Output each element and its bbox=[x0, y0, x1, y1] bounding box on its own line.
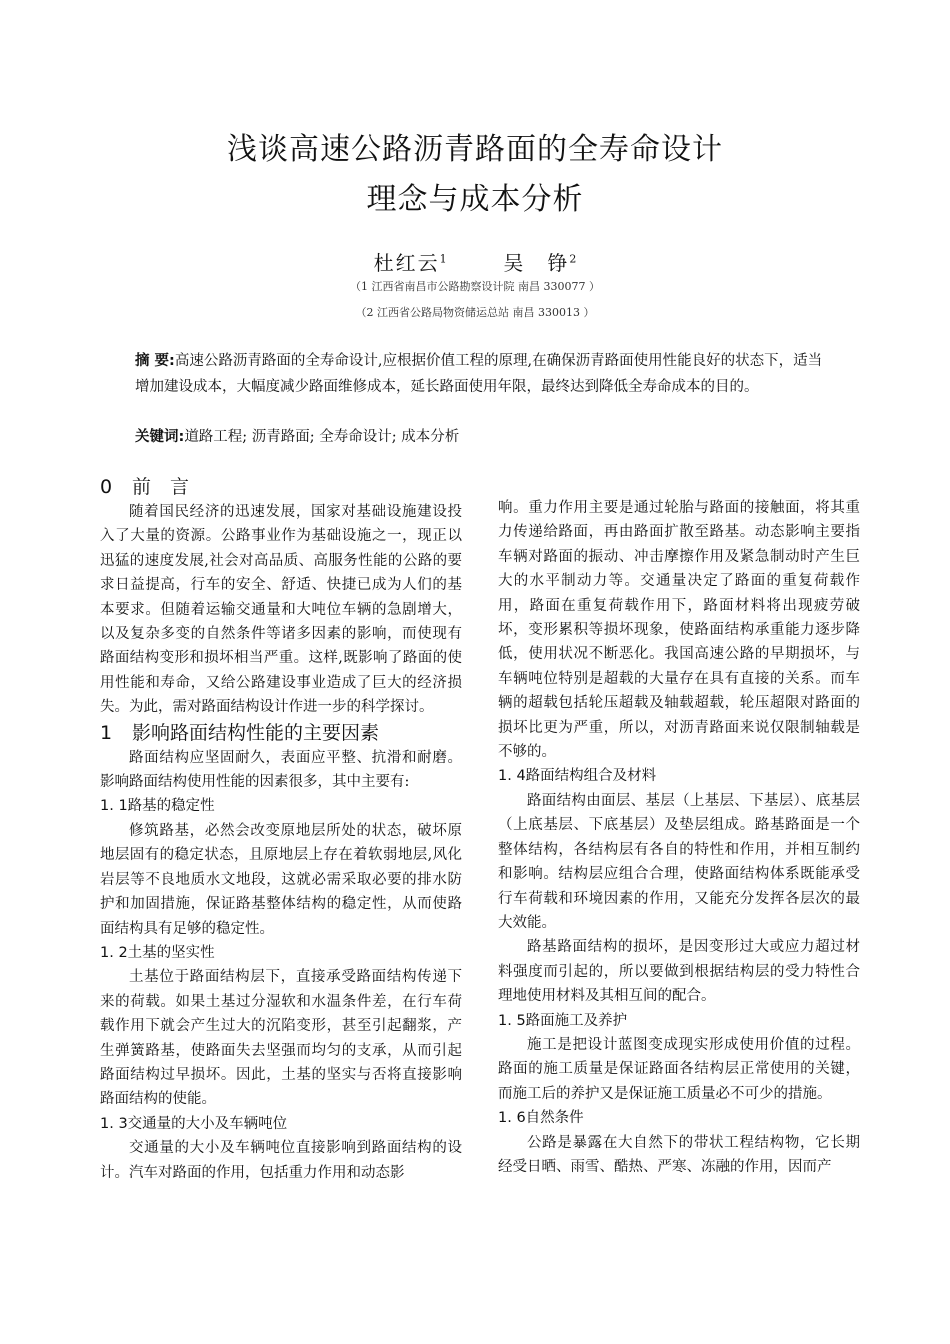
paragraph: 土基位于路面结构层下，直接承受路面结构传递下来的荷载。如果土基过分湿软和水温条件差，在行车荷载作用下就会产生过大的沉陷变形，甚至引起翻浆，产生弹簧路基，使路面失去坚强而均匀的支承，从而引起路面结构过早损坏。因此，土基的坚实与否将直接影响路面结构的使能。 bbox=[100, 969, 462, 1108]
paragraph: 路基路面结构的损坏，是因变形过大或应力超过材料强度而引起的，所以要做到根据结构层的受力特性合理地使用材料及其相互间的配合。 bbox=[498, 939, 860, 1005]
subsection-heading-1-3: 1. 3交通量的大小及车辆吨位 bbox=[100, 1115, 288, 1132]
left-column bbox=[100, 474, 462, 1185]
subsection-heading-1-5: 1. 5路面施工及养护 bbox=[498, 1012, 628, 1029]
affiliation-2: （2 江西省公路局物资储运总站 南昌 330013 ） bbox=[355, 306, 595, 319]
paragraph: 交通量的大小及车辆吨位直接影响到路面结构的设计。汽车对路面的作用，包括重力作用和动态影 bbox=[100, 1140, 462, 1181]
author-2-sup: 2 bbox=[569, 252, 577, 266]
section-heading-1: 1 影响路面结构性能的主要因素 bbox=[100, 721, 380, 744]
paragraph: 公路是暴露在大自然下的带状工程结构物，它长期经受日晒、雨雪、酷热、严寒、冻融的作用，因而产 bbox=[498, 1134, 860, 1175]
subsection-heading-1-1: 1. 1路基的稳定性 bbox=[100, 798, 215, 815]
abstract-text: 高速公路沥青路面的全寿命设计,应根据价值工程的原理,在确保沥青路面使用性能良好的状态下，适当增加建设成本，大幅度减少路面维修成本，延长路面使用年限，最终达到降低全寿命成本的目的。 bbox=[135, 353, 823, 395]
subsection-heading-1-6: 1. 6自然条件 bbox=[498, 1110, 584, 1127]
paragraph: 修筑路基，必然会改变原地层所处的状态，破坏原地层固有的稳定状态，且原地层上存在着软弱地层,风化岩层等不良地质水文地段，这就必需采取必要的排水防护和加固措施，保证路基整体结构的稳定性，从而使路面结构具有足够的稳定性。 bbox=[100, 822, 462, 937]
section-heading-0: 0 前 言 bbox=[100, 476, 190, 498]
paragraph: 施工是把设计蓝图变成现实形成使用价值的过程。路面的施工质量是保证路面各结构层正常使用的关键，而施工后的养护又是保证施工质量必不可少的措施。 bbox=[498, 1036, 860, 1102]
paper-title-line2: 理念与成本分析 bbox=[366, 182, 584, 217]
right-column bbox=[498, 496, 860, 1179]
keywords-label: 关键词: bbox=[135, 429, 185, 445]
paragraph: 随着国民经济的迅速发展，国家对基础设施建设投入了大量的资源。公路事业作为基础设施之一，现正以迅猛的速度发展,社会对高品质、高服务性能的公路的要求日益提高，行车的安全、舒适、快捷已成为人们的基本要求。但随着运输交通量和大吨位车辆的急剧增大，以及复杂多变的自然条件等诸多因素的影响，而使现有路面结构变形和损坏相当严重。这样,既影响了路面的使用性能和寿命，又给公路建设事业造成了巨大的经济损失。为此，需对路面结构设计作进一步的科学探讨。 bbox=[100, 504, 462, 716]
paragraph-continued: 响。重力作用主要是通过轮胎与路面的接触面，将其重力传递给路面，再由路面扩散至路基。动态影响主要指车辆对路面的振动、冲击摩擦作用及紧急制动时产生巨大的水平制动力等。交通量决定了路面的重复荷载作用，路面在重复荷载作用下，路面材料将出现疲劳破坏，变形累积等损坏现象，使路面结构承重能力逐步降低，使用状况不断恶化。我国高速公路的早期损坏，与车辆吨位特别是超载的大量存在具有直接的关系。而车辆的超载包括轮压超载及轴载超载，轮压超限对路面的损坏比更为严重，所以，对沥青路面来说仅限制轴载是不够的。 bbox=[498, 500, 860, 761]
abstract bbox=[135, 348, 835, 400]
authors bbox=[0, 247, 950, 276]
subsection-heading-1-2: 1. 2土基的坚实性 bbox=[100, 944, 215, 961]
paragraph: 路面结构应坚固耐久，表面应平整、抗滑和耐磨。影响路面结构使用性能的因素很多，其中主要有: bbox=[100, 749, 462, 791]
paragraph: 路面结构由面层、基层（上基层、下基层）、底基层（上底基层、下底基层）及垫层组成。路基路面是一个整体结构，各结构层有各自的特性和作用，并相互制约和影响。结构层应组合合理，使路面结构体系既能承受行车荷载和环境因素的作用，又能充分发挥各层次的最大效能。 bbox=[498, 792, 860, 931]
author-1-sup: 1 bbox=[439, 252, 447, 266]
affiliation-1: （1 江西省南昌市公路勘察设计院 南昌 330077 ） bbox=[350, 280, 600, 293]
keywords bbox=[135, 424, 459, 450]
author-2: 吴 铮 bbox=[503, 251, 570, 275]
keywords-text: 道路工程; 沥青路面; 全寿命设计; 成本分析 bbox=[184, 429, 460, 445]
author-1: 杜红云 bbox=[373, 251, 440, 275]
paper-title-line1: 浅谈高速公路沥青路面的全寿命设计 bbox=[227, 132, 723, 167]
subsection-heading-1-4: 1. 4路面结构组合及材料 bbox=[498, 768, 657, 785]
abstract-label: 摘 要: bbox=[135, 353, 175, 369]
